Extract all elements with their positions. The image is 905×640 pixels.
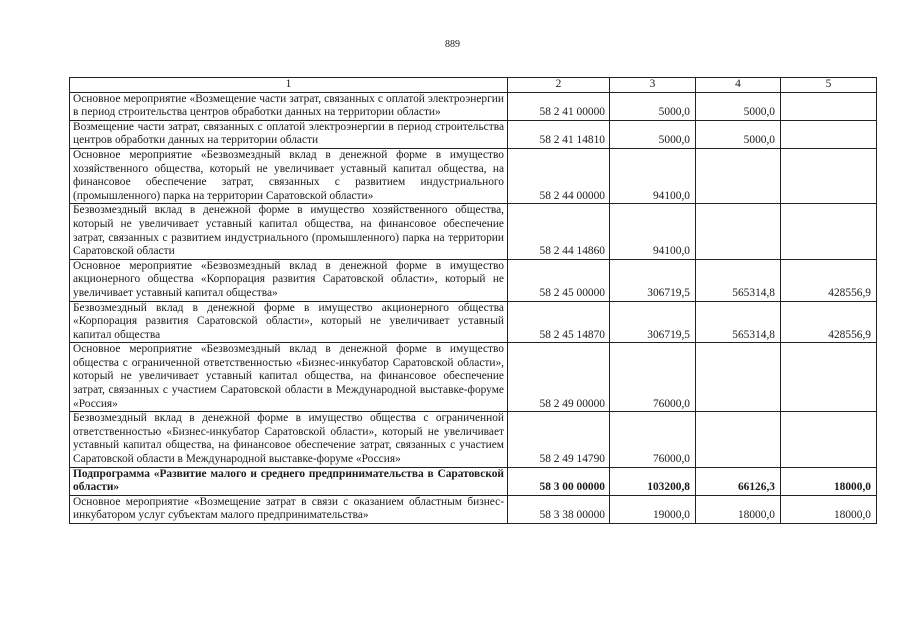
row-value-3: 94100,0	[610, 204, 696, 259]
table-row	[70, 467, 877, 495]
row-code: 58 3 00 00000	[508, 467, 610, 495]
row-value-3: 76000,0	[610, 412, 696, 467]
row-description: Подпрограмма «Развитие малого и среднего предпринимательства в Саратовской области»	[70, 467, 508, 495]
row-value-5	[781, 412, 877, 467]
row-description: Основное мероприятие «Безвозмездный вклад в денежной форме в имущество общества с ограниченной ответственностью «Бизнес-инкубатор Саратовской области», который не увеличивает уставный капитал общества, на финансовое обеспечение затрат, связанных с участием Саратовской области в Международной выставке-форуме «Россия»	[70, 343, 508, 412]
table-row	[70, 412, 877, 467]
row-value-5: 18000,0	[781, 495, 877, 523]
row-value-4: 18000,0	[696, 495, 781, 523]
row-description: Безвозмездный вклад в денежной форме в имущество общества с ограниченной ответственностью «Бизнес-инкубатор Саратовской области», который не увеличивает уставный капитал общества, на финансовое обеспечение затрат, связанных с участием Саратовской области в Международной выставке-форуме «Россия»	[70, 412, 508, 467]
row-value-3: 76000,0	[610, 343, 696, 412]
column-header: 2	[508, 78, 610, 93]
row-code: 58 2 41 14810	[508, 120, 610, 148]
header-row	[70, 78, 877, 93]
row-value-3: 5000,0	[610, 120, 696, 148]
row-value-4: 66126,3	[696, 467, 781, 495]
table-row	[70, 120, 877, 148]
page-number: 889	[445, 39, 460, 50]
row-description: Безвозмездный вклад в денежной форме в имущество хозяйственного общества, который не увеличивает уставный капитал общества, на финансовое обеспечение затрат, связанных с развитием индустриального (промышленного) парка на территории Саратовской области	[70, 204, 508, 259]
table-row	[70, 259, 877, 301]
row-code: 58 2 49 14790	[508, 412, 610, 467]
table-row	[70, 204, 877, 259]
row-code: 58 2 45 00000	[508, 259, 610, 301]
row-description: Основное мероприятие «Возмещение части затрат, связанных с оплатой электроэнергии в период строительства центров обработки данных на территории области»	[70, 92, 508, 120]
row-value-4	[696, 204, 781, 259]
table-row	[70, 148, 877, 203]
table-row	[70, 343, 877, 412]
row-value-4: 565314,8	[696, 259, 781, 301]
row-description: Возмещение части затрат, связанных с оплатой электроэнергии в период строительства центров обработки данных на территории области	[70, 120, 508, 148]
row-code: 58 2 44 00000	[508, 148, 610, 203]
row-description: Основное мероприятие «Безвозмездный вклад в денежной форме в имущество акционерного общества «Корпорация развития Саратовской области», который не увеличивает уставный капитал общества»	[70, 259, 508, 301]
row-value-3: 19000,0	[610, 495, 696, 523]
row-code: 58 2 45 14870	[508, 301, 610, 343]
row-description: Безвозмездный вклад в денежной форме в имущество акционерного общества «Корпорация развития Саратовской области», который не увеличивает уставный капитал общества	[70, 301, 508, 343]
row-value-5	[781, 148, 877, 203]
row-code: 58 2 44 14860	[508, 204, 610, 259]
row-value-3: 94100,0	[610, 148, 696, 203]
row-description: Основное мероприятие «Безвозмездный вклад в денежной форме в имущество хозяйственного общества, который не увеличивает уставный капитал общества, на финансовое обеспечение затрат, связанных с развитием индустриального (промышленного) парка на территории Саратовской области»	[70, 148, 508, 203]
column-header: 5	[781, 78, 877, 93]
budget-table	[69, 77, 877, 524]
row-code: 58 2 49 00000	[508, 343, 610, 412]
row-value-4: 565314,8	[696, 301, 781, 343]
row-code: 58 2 41 00000	[508, 92, 610, 120]
row-value-5	[781, 120, 877, 148]
row-value-4	[696, 343, 781, 412]
row-value-3: 306719,5	[610, 259, 696, 301]
row-value-5	[781, 343, 877, 412]
row-value-4	[696, 148, 781, 203]
row-value-5: 428556,9	[781, 301, 877, 343]
column-header: 3	[610, 78, 696, 93]
row-value-3: 306719,5	[610, 301, 696, 343]
table-row	[70, 92, 877, 120]
row-value-3: 103200,8	[610, 467, 696, 495]
row-value-5	[781, 204, 877, 259]
column-header: 1	[70, 78, 508, 93]
column-header: 4	[696, 78, 781, 93]
table-row	[70, 301, 877, 343]
row-value-4: 5000,0	[696, 92, 781, 120]
row-value-5: 428556,9	[781, 259, 877, 301]
row-code: 58 3 38 00000	[508, 495, 610, 523]
row-value-5	[781, 92, 877, 120]
table-row	[70, 495, 877, 523]
row-value-4	[696, 412, 781, 467]
row-value-5: 18000,0	[781, 467, 877, 495]
row-value-4: 5000,0	[696, 120, 781, 148]
row-value-3: 5000,0	[610, 92, 696, 120]
row-description: Основное мероприятие «Возмещение затрат в связи с оказанием областным бизнес-инкубатором услуг субъектам малого предпринимательства»	[70, 495, 508, 523]
